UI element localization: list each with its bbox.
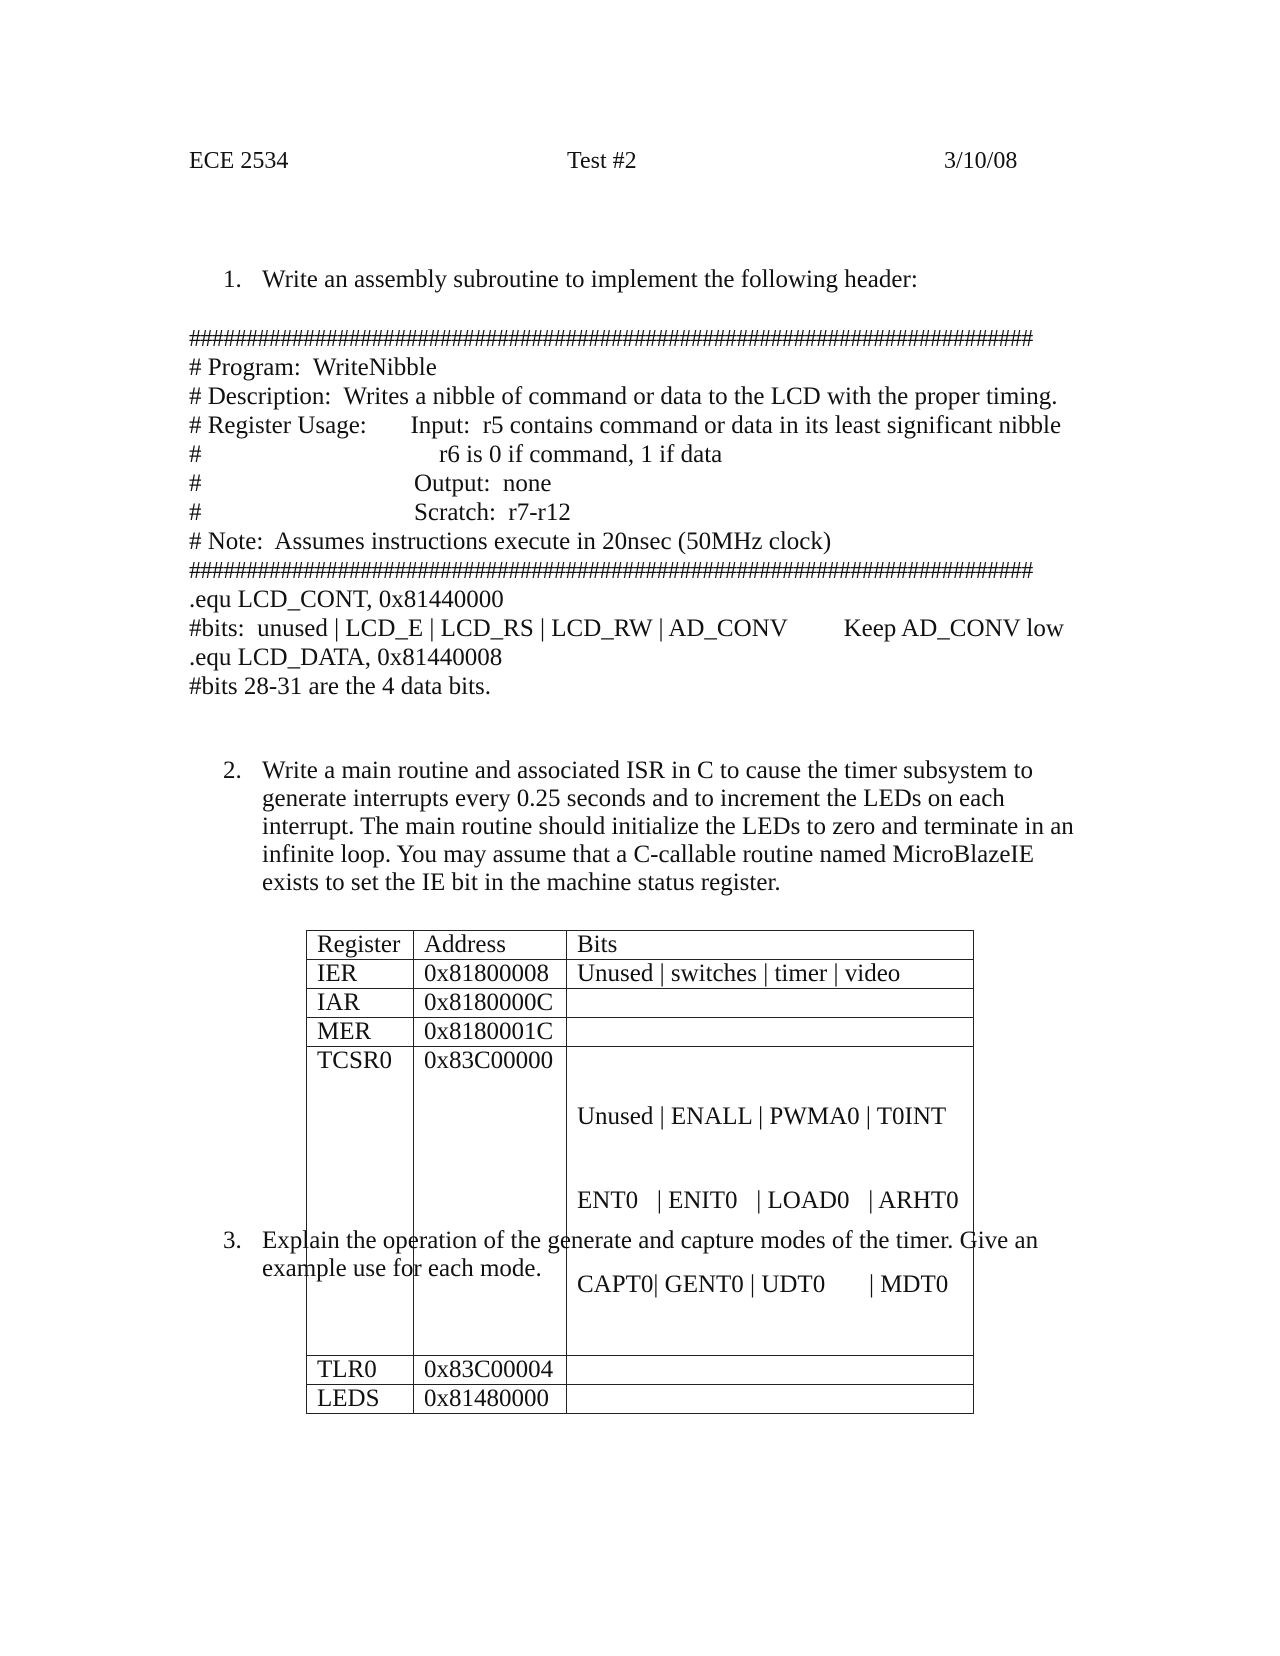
register-cell: MER [307,1018,414,1047]
register-cell: IER [307,960,414,989]
address-cell: 0x83C00000 [414,1047,567,1356]
code-line-bits-cont: #bits: unused | LCD_E | LCD_RS | LCD_RW | AD_CONV Keep AD_CONV low [189,615,1064,642]
code-line-description: # Description: Writes a nibble of command or data to the LCD with the proper timing. [189,383,1058,410]
table-header-address: Address [414,931,567,960]
table-row [307,1385,974,1414]
code-line-note: # Note: Assumes instructions execute in 20nsec (50MHz clock) [189,528,832,555]
address-cell: 0x83C00004 [414,1356,567,1385]
bits-cell [567,989,974,1018]
bits-cell [567,1356,974,1385]
question-1-number: 1. [223,266,242,293]
question-1-text: Write an assembly subroutine to implement the following header: [262,266,918,293]
table-header-row [307,931,974,960]
test-date: 3/10/08 [944,148,1018,174]
bits-cell [567,1385,974,1414]
register-cell: LEDS [307,1385,414,1414]
bits-cell [567,1018,974,1047]
table-header-register: Register [307,931,414,960]
bits-line: CAPT0| GENT0 | UDT0 | MDT0 [577,1271,949,1298]
code-line-equ-lcd-data: .equ LCD_DATA, 0x81440008 [189,644,503,671]
code-line-program: # Program: WriteNibble [189,354,437,381]
bits-line: ENT0 | ENIT0 | LOAD0 | ARHT0 [577,1187,959,1214]
code-line-r6: # r6 is 0 if command, 1 if data [189,441,723,468]
question-3-text: Explain the operation of the generate and capture modes of the timer. Give an example use for each mode. [262,1227,1039,1282]
question-2-text: Write a main routine and associated ISR in C to cause the timer subsystem to generate interrupts every 0.25 seconds and to increment the LEDs on each interrupt. The main routine should initialize the LEDs to zero and terminate in an infinite loop. You may assume that a C-callable routine named MicroBlazeIE exists to set the IE bit in the machine status register. [262,757,1074,896]
code-line-register-usage: # Register Usage: Input: r5 contains command or data in its least significant nibble [189,412,1062,439]
register-cell: IAR [307,989,414,1018]
code-line-rule-top: ########################################################################## [189,326,1033,352]
bits-cell [567,1047,974,1356]
bits-line: Unused | ENALL | PWMA0 | T0INT [577,1103,947,1130]
code-line-equ-lcd-cont: .equ LCD_CONT, 0x81440000 [189,586,504,613]
code-line-bits-data: #bits 28-31 are the 4 data bits. [189,673,492,700]
address-cell: 0x81800008 [414,960,567,989]
register-cell: TLR0 [307,1356,414,1385]
register-cell: TCSR0 [307,1047,414,1356]
table-header-bits: Bits [567,931,974,960]
address-cell: 0x8180001C [414,1018,567,1047]
address-cell: 0x81480000 [414,1385,567,1414]
test-title: Test #2 [567,148,637,174]
question-3-number: 3. [223,1227,242,1254]
code-line-rule-bottom: ########################################################################## [189,558,1033,584]
code-line-scratch: # Scratch: r7-r12 [189,499,571,526]
table-row [307,960,974,989]
table-row [307,1047,974,1356]
question-2-number: 2. [223,757,242,784]
table-row [307,989,974,1018]
table-row [307,1356,974,1385]
address-cell: 0x8180000C [414,989,567,1018]
register-table [306,930,974,1414]
table-row [307,1018,974,1047]
course-label: ECE 2534 [189,148,289,174]
bits-cell: Unused | switches | timer | video [567,960,974,989]
code-line-output: # Output: none [189,470,552,497]
